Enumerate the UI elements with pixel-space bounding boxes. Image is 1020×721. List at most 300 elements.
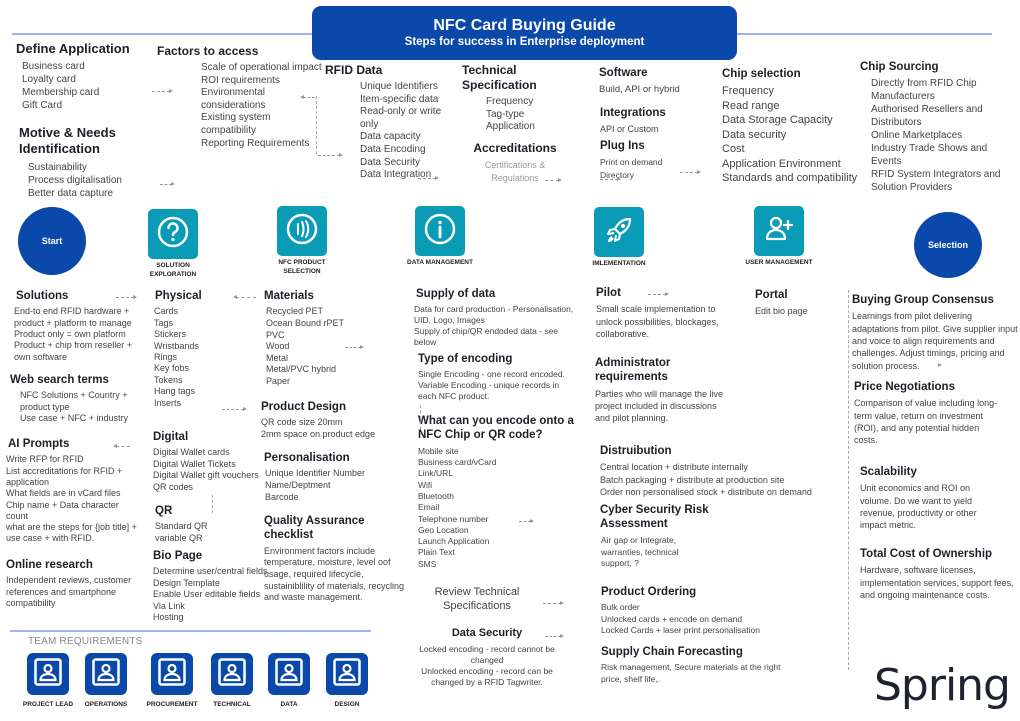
section-title: Solutions (16, 290, 69, 302)
section-items (22, 60, 156, 112)
section-title: Chip selection (722, 68, 801, 80)
section-title: Online research (6, 559, 93, 571)
person-card-icon (33, 657, 63, 692)
list-item: Data Security (360, 156, 421, 168)
stage-nfc-product-selection (262, 206, 342, 277)
list-item: Digital Wallet cards (153, 447, 230, 458)
section-price (854, 380, 999, 447)
section-title: Product Ordering (601, 586, 697, 598)
section-title: Supply of data (416, 288, 496, 300)
list-item: NFC Solutions + Country + product type (20, 390, 128, 412)
list-item: Independent reviews, customer references and smartphone compatibility (6, 575, 132, 608)
divider-rfid (316, 96, 317, 154)
team-member-label: DESIGN (334, 701, 360, 708)
section-title: Data Security (451, 627, 523, 639)
section-cyber (600, 503, 710, 570)
section-encode-onto (418, 414, 578, 570)
list-item: Business card/vCard (418, 457, 497, 468)
list-item: Standard QR (155, 521, 208, 532)
person-card-icon (274, 657, 304, 692)
dotted-arrow (600, 179, 618, 180)
section-title: Supply Chain Forecasting (601, 646, 743, 658)
section-items (360, 81, 450, 182)
list-item: Tag-type (486, 108, 525, 120)
team-icon-box (27, 653, 69, 695)
section-chip-selection (722, 67, 872, 186)
list-item: Unit economics and ROI on volume. Do we want to yield revenue, productivity or other impact metric. (860, 483, 977, 531)
list-item: Scale of operational impact (201, 62, 322, 73)
section-items (6, 454, 138, 544)
list-item: Chip name + Data character count (6, 499, 119, 521)
selection-node (914, 212, 982, 278)
section-title: Chip Sourcing (860, 61, 939, 73)
section-items (412, 644, 562, 688)
list-item: Locked encoding - record cannot be changed (419, 643, 555, 665)
section-title: Bio Page (153, 550, 203, 562)
section-motive (19, 125, 144, 200)
section-title: Cyber Security Risk Assessment (600, 504, 709, 531)
section-distribution (600, 444, 840, 498)
list-item: Hosting (153, 612, 184, 622)
list-item: Tags (154, 317, 174, 328)
section-digital (153, 430, 263, 493)
list-item: Wifi (418, 479, 433, 490)
list-item: Paper (266, 375, 291, 386)
section-admin (595, 356, 730, 425)
list-item: Use case + NFC + industry (20, 412, 129, 423)
list-item: Order non personalised stock + distribute on demand (600, 486, 812, 497)
person-card-icon (332, 657, 362, 692)
list-item: Business card (22, 61, 85, 73)
section-ai-prompts (8, 437, 138, 545)
section-supply-data (416, 287, 576, 348)
section-chip-sourcing (860, 60, 1020, 194)
section-title: Price Negotiations (854, 381, 955, 393)
list-item: Wood (266, 341, 290, 352)
dotted-arrow (418, 178, 436, 179)
section-items (595, 388, 730, 425)
section-portal (755, 288, 845, 317)
person-card-icon (217, 657, 247, 692)
list-item: Industry Trade Shows and Events (871, 143, 988, 168)
section-items (601, 535, 710, 570)
section-title: Buying Group Consensus (852, 294, 994, 306)
section-bio-page (153, 549, 268, 623)
header-line-left (12, 33, 312, 35)
list-item: Bulk order (601, 602, 640, 613)
section-items (28, 161, 144, 200)
list-item: Build, API or hybrid (599, 84, 680, 96)
stage-label: DATA MANAGEMENT (407, 259, 473, 266)
section-review (422, 586, 532, 617)
dotted-arrow (545, 636, 561, 637)
section-title: Review Technical Specifications (434, 586, 520, 612)
list-item: Recycled PET (266, 306, 324, 317)
list-item: Product only = own platform (14, 328, 126, 339)
stage-data-management (400, 206, 480, 268)
dotted-arrow (236, 297, 256, 298)
section-items (596, 303, 736, 340)
section-data-security (412, 627, 562, 688)
list-item: Data capacity (360, 131, 421, 143)
dotted-arrow (303, 97, 315, 98)
section-items (860, 564, 1020, 601)
info-icon (423, 212, 457, 251)
list-item: End-to end RFID hardware + product + platform to manage (14, 306, 132, 328)
list-item: Stickers (154, 329, 187, 340)
section-items (414, 304, 576, 347)
team-member-design (315, 653, 379, 708)
list-item: Bluetooth (418, 490, 454, 501)
team-icon-box (268, 653, 310, 695)
section-ordering (601, 585, 781, 636)
section-title: Portal (755, 289, 788, 301)
list-item: Frequency (722, 85, 774, 98)
list-item: Tokens (154, 374, 183, 385)
list-item: Directly from RFID Chip Manufacturers (871, 78, 977, 103)
section-supply-chain (601, 645, 781, 686)
section-title: Materials (264, 290, 314, 302)
team-member-operations (74, 653, 138, 708)
title-banner (312, 6, 737, 60)
list-item: Comparison of value including long-term value, return on investment (ROI), and any potential hidden costs. (854, 398, 998, 446)
stage-user-management (739, 206, 819, 268)
rocket-icon (602, 213, 636, 252)
list-item: Email (418, 502, 440, 513)
dotted-arrow (152, 91, 170, 92)
team-title: TEAM REQUIREMENTS (28, 636, 143, 647)
list-item: Write RFP for RFID (6, 454, 84, 465)
list-item: Gift Card (22, 100, 63, 112)
section-title: Quality Assurance checklist (264, 515, 365, 542)
section-title: Product Design (261, 401, 346, 413)
list-item: Parties who will manage the live project included in discussions and pilot planning. (595, 388, 724, 424)
list-item: Via Link (153, 600, 185, 611)
section-title: Accreditations (473, 141, 557, 155)
list-item: ROI requirements (201, 74, 280, 86)
list-item: Application Environment (722, 157, 841, 170)
list-item: RFID System Integrators and Solution Providers (871, 169, 1001, 194)
divider-qr (212, 495, 213, 513)
list-item: Data Storage Capacity (722, 114, 833, 127)
list-item: Hardware, software licenses, implementation services, support fees, and ongoing maintenance costs. (860, 565, 1014, 600)
list-item: What fields are in vCard files (6, 488, 121, 499)
list-item: QR code size 20mm (261, 417, 343, 428)
list-item: Digital Wallet Tickets (153, 458, 236, 469)
section-items (601, 602, 781, 636)
section-title: AI Prompts (8, 438, 70, 450)
section-title: Distruibution (600, 445, 672, 457)
section-title: Plug Ins (600, 140, 645, 152)
list-item: 2mm space on product edge (261, 428, 376, 439)
section-title: Software (599, 67, 648, 79)
section-title: Type of encoding (418, 353, 513, 365)
section-items (20, 390, 140, 424)
section-items (264, 546, 409, 604)
list-item: List accreditations for RFID + application (6, 465, 123, 487)
section-title: Pilot (596, 287, 621, 299)
section-title: Factors to access (157, 44, 259, 58)
list-item: Product + chip from reseller + own software (14, 340, 133, 362)
stage-icon-box (277, 206, 327, 256)
section-title: Administrator requirements (595, 357, 671, 384)
dotted-arrow (345, 347, 361, 348)
team-member-technical (200, 653, 264, 708)
list-item: Hang tags (154, 386, 196, 397)
section-items (600, 461, 840, 498)
list-item: Environmental considerations (201, 87, 266, 111)
list-item: Small scale implementation to unlock possibilities, blockages, collaborative. (596, 304, 719, 339)
section-items (722, 84, 872, 186)
team-member-label: DATA (280, 701, 298, 708)
list-item: Read-only or write only (360, 106, 442, 130)
list-item: Air gap or Integrate, warranties, technical support, ? (601, 534, 679, 569)
list-item: Plain Text (418, 547, 455, 558)
list-item: Telephone number (418, 513, 489, 524)
list-item: Read range (722, 99, 780, 112)
start-node (18, 207, 86, 275)
dotted-arrow (648, 294, 666, 295)
dotted-arrow (519, 521, 531, 522)
section-qa (264, 514, 409, 604)
section-software (599, 66, 709, 96)
list-item: Better data capture (28, 187, 114, 199)
list-item: Authorised Resellers and Distributors (871, 104, 983, 129)
section-items (261, 417, 391, 440)
list-item: Certifications & Regulations (484, 160, 546, 183)
list-item: Launch Application (418, 536, 490, 547)
list-item: Print on demand (600, 157, 663, 168)
section-items (6, 575, 136, 609)
stage-label: USER MANAGEMENT (745, 259, 813, 266)
list-item: Unlocked encoding - record can be changed by a RFID Tagwriter. (421, 665, 553, 687)
list-item: Digital Wallet gift vouchers (153, 470, 259, 481)
section-items (860, 482, 1000, 531)
team-member-label: TECHNICAL (213, 701, 251, 708)
section-title: Web search terms (10, 374, 109, 386)
dotted-arrow (222, 409, 244, 410)
section-personalisation (264, 451, 394, 503)
list-item: Wristbands (154, 340, 199, 351)
section-items (871, 77, 1020, 194)
section-items (155, 521, 245, 544)
section-rfid (325, 63, 450, 182)
stage-label: IMLEMENTATION (592, 260, 646, 267)
section-title: Scalability (860, 466, 917, 478)
list-item: Name/Deptment (265, 479, 331, 490)
list-item: Unique Identifiers (360, 81, 438, 92)
section-items (265, 468, 394, 503)
section-qr (155, 504, 245, 544)
spring-logo: Spring (874, 660, 1010, 711)
section-materials (264, 289, 374, 388)
list-item: Standards and compatibility (722, 172, 858, 185)
stage-label: SOLUTION EXPLORATION (149, 262, 197, 278)
stage-icon-box (594, 207, 644, 257)
list-item: Variable Encoding - unique records in each NFC product. (418, 380, 560, 401)
section-integrations (600, 106, 710, 135)
section-scalability (860, 465, 1000, 532)
section-title: Motive & Needs Identification (19, 125, 116, 157)
list-item: Metal (266, 352, 289, 363)
list-item: Existing system compatibility (201, 112, 271, 136)
list-item: Sustainability (28, 161, 87, 173)
stage-icon-box (148, 209, 198, 259)
team-icon-box (211, 653, 253, 695)
stage-icon-box (754, 206, 804, 256)
list-item: Loyalty card (22, 74, 76, 86)
list-item: Metal/PVC hybrid (266, 364, 337, 375)
section-title: Define Application (16, 41, 130, 56)
team-icon-box (85, 653, 127, 695)
section-items (854, 397, 999, 446)
section-items (601, 662, 781, 686)
add-user-icon (762, 212, 796, 251)
list-item: Frequency (486, 96, 534, 107)
section-items (154, 306, 250, 409)
section-define-application (16, 41, 156, 112)
dotted-arrow (938, 365, 939, 366)
section-items (600, 123, 710, 135)
section-tco (860, 547, 1020, 601)
question-icon (156, 215, 190, 254)
list-item: Data security (722, 128, 787, 141)
list-item: Data Integration (360, 169, 432, 181)
team-icon-box (151, 653, 193, 695)
section-items (14, 306, 146, 362)
section-title: What can you encode onto a NFC Chip or QR code? (418, 415, 574, 442)
dotted-arrow (116, 297, 134, 298)
section-items (153, 447, 263, 493)
list-item: Enable User editable fields (153, 589, 261, 600)
header-line-right (737, 33, 992, 35)
list-item: variable QR (155, 532, 203, 543)
section-buying (852, 293, 1020, 372)
list-item: Learnings from pilot delivering adaptations from pilot. Give supplier input and voice to align requirements and challenges. Adjust timings, pricing and solution process. (852, 311, 1018, 371)
team-member-project-lead (16, 653, 80, 708)
section-items (153, 566, 268, 623)
team-divider (10, 630, 371, 632)
section-accreditations (466, 141, 564, 184)
stage-label: NFC PRODUCT SELECTION (278, 259, 326, 275)
person-card-icon (91, 657, 121, 692)
list-item: Locked Cards + laser print personalisation (601, 624, 760, 635)
section-items (486, 96, 560, 134)
section-title: RFID Data (325, 63, 383, 77)
divider-mid (420, 405, 421, 435)
list-item: Cards (154, 306, 179, 317)
list-item: Item-specific data (360, 93, 439, 105)
list-item: Mobile site (418, 445, 459, 456)
list-item: Determine user/central fields (153, 566, 268, 577)
list-item: Risk management, Secure materials at the right price, shelf life,. (601, 662, 781, 685)
section-items (418, 446, 578, 570)
section-physical (155, 289, 250, 409)
list-item: SMS (418, 558, 437, 569)
list-item: Data Encoding (360, 143, 426, 155)
section-title: Technical Specification (462, 63, 537, 92)
section-plug-ins (600, 139, 710, 181)
section-items (201, 62, 322, 150)
list-item: Central location + distribute internally (600, 462, 748, 473)
list-item: Link/URL (418, 468, 453, 479)
stage-imlementation (579, 207, 659, 269)
section-factors (157, 44, 322, 150)
team-member-label: PROCUREMENT (146, 701, 198, 708)
nfc-icon (285, 212, 319, 251)
list-item: Data for card production - Personalisation, UID, Logo, Images (414, 304, 574, 326)
dotted-arrow (160, 184, 172, 185)
dotted-arrow (680, 172, 698, 173)
list-item: API or Custom (600, 124, 659, 135)
section-tech-spec (462, 63, 560, 134)
list-item: Membership card (22, 87, 100, 99)
section-title: Integrations (600, 107, 666, 119)
section-title: Physical (155, 290, 202, 302)
dotted-arrow (545, 180, 559, 181)
section-encoding-type (418, 352, 578, 402)
list-item: Rings (154, 352, 178, 362)
section-items (418, 369, 578, 401)
team-member-label: PROJECT LEAD (22, 701, 74, 708)
dotted-arrow (543, 603, 561, 604)
list-item: Application (486, 121, 535, 133)
list-item: Supply of chip/QR endoded data - see below (414, 325, 559, 347)
list-item: Reporting Requirements (201, 137, 310, 149)
team-member-label: OPERATIONS (84, 701, 128, 708)
stage-solution-exploration (133, 209, 213, 280)
section-title: Personalisation (264, 452, 350, 464)
section-title: Total Cost of Ownership (860, 548, 993, 560)
dotted-arrow (116, 446, 130, 447)
selection-label: Selection (927, 240, 968, 250)
page-subtitle: Steps for success in Enterprise deployment (404, 36, 645, 48)
list-item: Unlocked cards + encode on demand (601, 613, 743, 624)
list-item: PVC (266, 329, 285, 340)
list-item: Unique Identifier Number (265, 468, 366, 479)
list-item: QR codes (153, 481, 194, 492)
list-item: Design Template (153, 577, 220, 588)
list-item: Inserts (154, 397, 182, 408)
person-card-icon (157, 657, 187, 692)
team-member-data (257, 653, 321, 708)
section-product-design (261, 400, 391, 441)
dotted-arrow (318, 155, 340, 156)
stage-icon-box (415, 206, 465, 256)
list-item: Barcode (265, 491, 299, 502)
section-title: QR (155, 505, 173, 517)
list-item: Ocean Bound rPET (266, 317, 345, 328)
section-title: Digital (153, 431, 189, 443)
list-item: Environment factors include temperature, moisture, level oof usage, required lifecycle, sustainiblility of materials, recycling and waste management. (264, 545, 405, 603)
list-item: Key fobs (154, 363, 190, 374)
list-item: Batch packaging + distribute at production site (600, 474, 785, 485)
start-label: Start (41, 236, 63, 246)
page-title: NFC Card Buying Guide (433, 17, 616, 34)
section-solutions (16, 289, 146, 363)
section-items (755, 305, 845, 317)
list-item: Directory (600, 169, 635, 180)
list-item: Online Marketplaces (871, 130, 963, 142)
list-item: Edit bio page (755, 306, 808, 317)
section-web-search (10, 373, 140, 424)
section-items (852, 310, 1020, 371)
team-icon-box (326, 653, 368, 695)
team-member-procurement (140, 653, 204, 708)
list-item: Cost (722, 143, 745, 156)
divider-right (848, 290, 849, 670)
section-online-research (6, 558, 136, 609)
